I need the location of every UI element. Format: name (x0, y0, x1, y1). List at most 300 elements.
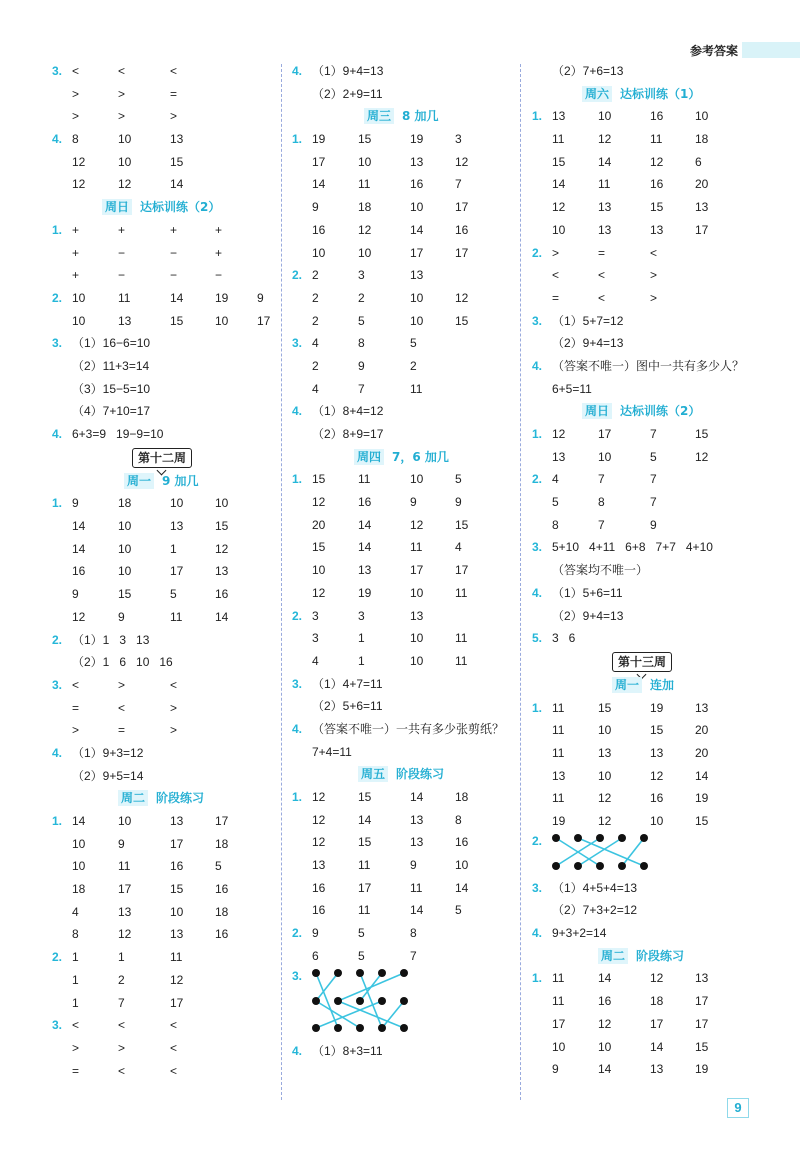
answer-row (292, 559, 517, 582)
section-title: 7，6 加几 (392, 449, 449, 464)
answer-cell: 10 (72, 859, 86, 874)
answer-text: （答案不唯一）图中一共有多少人？ (552, 358, 745, 373)
answer-row (52, 833, 277, 856)
answer-row (52, 151, 277, 174)
answer-cell: 1 (72, 950, 79, 965)
answer-cell: 12 (598, 1016, 612, 1031)
answer-cell: 4 (72, 904, 79, 919)
day-badge: 周二 (598, 948, 628, 964)
answer-cell: 15 (695, 1039, 709, 1054)
answer-cell: 14 (410, 790, 424, 804)
answer-cell: 9 (312, 926, 319, 941)
answer-line (532, 627, 757, 650)
answer-row (532, 697, 757, 720)
matching-dot (552, 834, 560, 842)
question-number: 2. (292, 926, 303, 941)
answer-cell: 7 (598, 517, 605, 532)
matching-dot (640, 862, 648, 870)
answer-row (292, 854, 517, 877)
answer-cell: 10 (170, 496, 184, 511)
answer-cell: 5 (410, 336, 417, 351)
answer-row (292, 582, 517, 605)
section-heading (532, 945, 757, 968)
answer-cell: < (170, 64, 178, 78)
answer-row (292, 831, 517, 854)
answer-cell: 11 (455, 631, 468, 646)
question-number: 5. (532, 631, 543, 646)
answer-row (52, 538, 277, 561)
answer-cell: 2 (118, 972, 125, 987)
answer-cell: 15 (170, 313, 184, 328)
matching-dot (400, 997, 408, 1005)
answer-cell: < (118, 1018, 126, 1033)
answer-cell: > (552, 245, 560, 260)
answer-row (292, 151, 517, 174)
answer-line (52, 400, 277, 423)
answer-cell: 4 (455, 540, 462, 555)
answer-cell: 17 (170, 995, 184, 1010)
answer-cell: 17 (598, 427, 612, 441)
answer-row (52, 264, 277, 287)
answer-row (532, 423, 757, 446)
answer-cell: 15 (598, 700, 612, 715)
answer-cell: 14 (170, 177, 184, 192)
section-heading (52, 196, 277, 219)
answer-cell: 18 (455, 790, 469, 804)
answer-cell: 10 (598, 768, 612, 783)
answer-cell: 18 (118, 496, 132, 511)
answer-cell: 18 (695, 132, 709, 147)
answer-line (532, 559, 757, 582)
answer-text: （2）9+4=13 (552, 608, 624, 623)
answer-cell: 11 (552, 791, 565, 806)
matching-line (338, 973, 404, 1001)
answer-line (532, 582, 757, 605)
answer-cell: 1 (358, 653, 365, 668)
matching-dot (640, 834, 648, 842)
week-label: 第十二周 (132, 448, 192, 468)
answer-cell: 13 (695, 700, 709, 715)
answer-text: （2）9+5=14 (72, 768, 144, 783)
question-number: 2. (532, 245, 543, 260)
answer-row (532, 1036, 757, 1059)
answer-cell: + (170, 222, 178, 237)
answer-cell: 9 (650, 517, 657, 532)
answer-row (292, 605, 517, 628)
answer-cell: 11 (650, 132, 663, 147)
section-title: 连加 (650, 677, 675, 692)
answer-row (52, 901, 277, 924)
answer-line (532, 877, 757, 900)
answer-cell: 14 (455, 880, 469, 895)
answer-cell: 14 (552, 177, 566, 192)
answer-row (292, 491, 517, 514)
answer-cell: 15 (455, 313, 469, 328)
answer-cell: 4 (552, 472, 559, 487)
answer-text: 7+4=11 (312, 744, 352, 759)
question-number: 2. (52, 290, 63, 305)
question-number: 3. (532, 540, 543, 555)
answer-row (292, 877, 517, 900)
answer-cell: 4 (312, 336, 319, 351)
day-badge: 周二 (118, 790, 148, 806)
answer-line (292, 673, 517, 696)
answer-cell: 3 (358, 268, 365, 283)
answer-cell: 17 (455, 200, 469, 215)
matching-line (316, 1001, 360, 1028)
answer-text: （答案均不唯一） (552, 563, 649, 578)
answer-line (292, 695, 517, 718)
answer-cell: 10 (118, 541, 132, 556)
answer-cell: 11 (455, 653, 468, 668)
answer-cell: 10 (410, 631, 424, 646)
answer-cell: 19 (410, 132, 424, 147)
answer-cell: 12 (170, 972, 184, 987)
answer-row (532, 742, 757, 765)
answer-cell: < (598, 290, 606, 305)
answer-cell: 20 (312, 517, 326, 532)
section-title: 阶段练习 (636, 948, 685, 963)
question-number: 4. (52, 132, 63, 147)
answer-cell: 4 (312, 653, 319, 668)
answer-cell: 17 (695, 222, 709, 237)
answer-text: （1）9+4=13 (312, 64, 384, 78)
answer-cell: > (72, 1040, 80, 1055)
answer-cell: 10 (72, 313, 86, 328)
question-number: 3. (292, 676, 303, 691)
answer-cell: 16 (650, 177, 664, 192)
answer-cell: 11 (170, 950, 183, 965)
answer-cell: 10 (312, 245, 326, 260)
answer-cell: 13 (552, 449, 566, 464)
answer-cell: > (118, 1040, 126, 1055)
answer-cell: = (118, 723, 126, 738)
answer-cell: < (72, 64, 80, 78)
answer-cell: 10 (410, 200, 424, 215)
answer-row (292, 514, 517, 537)
section-title: 达标训练（2） (620, 404, 701, 419)
answer-row (532, 173, 757, 196)
answer-cell: 10 (598, 449, 612, 464)
answer-cell: 14 (170, 290, 184, 305)
answer-cell: 9 (358, 358, 365, 373)
answer-cell: = (72, 700, 80, 715)
answer-line (292, 741, 517, 764)
dot-matching-answer (532, 833, 757, 877)
answer-cell: 17 (455, 245, 469, 260)
answer-cell: 19 (312, 132, 326, 147)
answer-cell: 13 (598, 200, 612, 215)
answer-line (292, 60, 517, 83)
answer-row (52, 992, 277, 1015)
answer-cell: 10 (695, 109, 709, 124)
answer-cell: 14 (410, 222, 424, 237)
answer-text: （1）16−6=10 (72, 336, 151, 351)
answer-text: （1）8+4=12 (312, 404, 384, 419)
answer-row (532, 105, 757, 128)
answer-cell: − (170, 245, 178, 260)
answer-cell: 14 (72, 519, 86, 534)
answer-line (52, 765, 277, 788)
answer-line (532, 922, 757, 945)
day-badge: 周日 (582, 403, 612, 419)
matching-dot (378, 969, 386, 977)
answer-cell: 12 (455, 154, 469, 169)
matching-dot (312, 1024, 320, 1032)
answer-cell: 6 (312, 948, 319, 963)
answer-cell: 17 (358, 880, 372, 895)
answer-row (292, 173, 517, 196)
answer-cell: 15 (170, 882, 184, 897)
question-number: 3. (532, 313, 543, 328)
answer-cell: 13 (410, 835, 424, 850)
answer-cell: + (215, 245, 223, 260)
answer-cell: > (650, 268, 658, 283)
answer-text: （2）5+6=11 (312, 699, 383, 714)
answer-cell: 12 (650, 154, 664, 169)
day-badge: 周日 (102, 199, 132, 215)
answer-cell: 13 (410, 268, 424, 283)
answer-cell: 10 (215, 496, 229, 511)
answer-line (292, 400, 517, 423)
answer-row (532, 287, 757, 310)
answer-cell: 12 (650, 768, 664, 783)
answer-row (52, 946, 277, 969)
answer-cell: 5 (455, 472, 462, 487)
answer-cell: 10 (170, 904, 184, 919)
matching-dot (334, 969, 342, 977)
answer-cell: 9 (312, 200, 319, 215)
answer-cell: 10 (598, 723, 612, 738)
answer-cell: 8 (358, 336, 365, 351)
answer-cell: 10 (118, 814, 132, 828)
answer-cell: 17 (410, 563, 424, 578)
answer-row (52, 878, 277, 901)
question-number: 3. (292, 336, 303, 351)
answer-row (52, 583, 277, 606)
section-title: 达标训练（2） (140, 200, 221, 215)
answer-text: （4）7+10=17 (72, 404, 151, 419)
answer-cell: 14 (598, 1062, 612, 1077)
answer-row (52, 560, 277, 583)
answer-cell: 12 (312, 495, 326, 510)
answer-cell: 13 (552, 109, 566, 124)
answer-row (532, 810, 757, 833)
answer-cell: 15 (312, 540, 326, 555)
matching-line (316, 973, 338, 1001)
answer-cell: 12 (650, 971, 664, 986)
answer-text: （2）1 6 10 16 (72, 655, 173, 670)
answer-cell: 5 (650, 449, 657, 464)
matching-dot (400, 969, 408, 977)
section-heading (292, 446, 517, 469)
answer-cell: 19 (552, 814, 566, 828)
section-heading (52, 470, 277, 493)
answer-cell: 13 (170, 814, 184, 828)
answer-row (52, 697, 277, 720)
answer-row (292, 264, 517, 287)
answer-row (532, 491, 757, 514)
answer-row (292, 650, 517, 673)
answer-cell: 13 (170, 519, 184, 534)
answer-row (292, 468, 517, 491)
answer-cell: 5 (358, 313, 365, 328)
answer-cell: 11 (552, 700, 565, 715)
answer-cell: + (215, 222, 223, 237)
answer-row (292, 809, 517, 832)
answer-cell: 15 (358, 132, 372, 147)
answer-cell: 15 (358, 835, 372, 850)
answer-row (52, 719, 277, 742)
answer-cell: 10 (358, 154, 372, 169)
answer-cell: < (170, 1040, 178, 1055)
answer-row (52, 83, 277, 106)
answer-cell: 10 (72, 836, 86, 851)
answer-cell: > (650, 290, 658, 305)
answer-row (292, 627, 517, 650)
answer-cell: 2 (312, 268, 319, 283)
answer-row (292, 242, 517, 265)
answer-cell: < (598, 268, 606, 283)
answer-cell: 15 (215, 519, 229, 534)
answer-row (52, 242, 277, 265)
question-number: 1. (52, 496, 63, 511)
answer-cell: 18 (650, 994, 664, 1009)
day-badge: 周六 (582, 86, 612, 102)
answer-text: （3）15−5=10 (72, 381, 151, 396)
answer-cell: 10 (410, 585, 424, 600)
answer-cell: 17 (650, 1016, 664, 1031)
answer-cell: < (118, 700, 126, 715)
answer-cell: 12 (72, 154, 86, 169)
answer-text: （2）7+6=13 (552, 64, 624, 78)
answer-cell: 17 (215, 814, 229, 828)
answer-row (532, 719, 757, 742)
answer-cell: 16 (312, 903, 326, 918)
answer-cell: 13 (312, 858, 326, 873)
answer-cell: 3 (455, 132, 462, 147)
answer-cell: 17 (170, 564, 184, 579)
answer-line (52, 629, 277, 652)
answer-cell: < (72, 1018, 80, 1033)
answer-row (532, 242, 757, 265)
answer-cell: 2 (312, 358, 319, 373)
answer-cell: 15 (455, 517, 469, 532)
answer-row (532, 219, 757, 242)
answer-row (52, 219, 277, 242)
answer-cell: 19 (695, 791, 709, 806)
answer-cell: 16 (72, 564, 86, 579)
answer-row (52, 810, 277, 833)
answer-row (532, 264, 757, 287)
day-badge: 周三 (364, 108, 394, 124)
answer-text: （2）8+9=17 (312, 427, 384, 441)
answer-row (52, 128, 277, 151)
answer-cell: 5 (455, 903, 462, 918)
header-band (742, 42, 800, 58)
answer-cell: 14 (358, 540, 372, 555)
answer-row (292, 219, 517, 242)
question-number: 3. (52, 677, 63, 692)
answer-cell: 11 (410, 880, 423, 895)
answer-row (52, 606, 277, 629)
answer-row (532, 196, 757, 219)
week-label: 第十三周 (612, 652, 672, 672)
answer-cell: 17 (312, 154, 326, 169)
question-number: 1. (292, 472, 303, 487)
week-heading (532, 650, 757, 674)
matching-dot (552, 862, 560, 870)
answer-cell: 17 (170, 836, 184, 851)
answer-cell: − (118, 245, 126, 260)
question-number: 4. (292, 721, 303, 736)
answer-text: 5+10 4+11 6+8 7+7 4+10 (552, 540, 713, 555)
matching-dot (596, 862, 604, 870)
answer-cell: 13 (650, 745, 664, 760)
answer-cell: 14 (598, 971, 612, 986)
matching-dot (334, 997, 342, 1005)
question-number: 1. (52, 814, 63, 828)
answer-row (292, 128, 517, 151)
answer-cell: 17 (118, 882, 132, 897)
answer-cell: 14 (650, 1039, 664, 1054)
answer-cell: 11 (358, 177, 371, 192)
answer-cell: 14 (72, 541, 86, 556)
answer-cell: 10 (552, 1039, 566, 1054)
answer-cell: 11 (358, 472, 371, 487)
answer-cell: = (72, 1063, 80, 1078)
answer-cell: 14 (72, 814, 86, 828)
answer-cell: 9 (257, 290, 264, 305)
answer-cell: 16 (358, 495, 372, 510)
answer-cell: 6 (695, 154, 702, 169)
question-number: 2. (292, 608, 303, 623)
answer-text: （1）8+3=11 (312, 1043, 383, 1058)
answer-cell: 3 (312, 608, 319, 623)
answer-cell: 15 (170, 154, 184, 169)
answer-cell: 10 (410, 290, 424, 305)
answer-cell: 16 (650, 791, 664, 806)
answer-cell: 12 (118, 927, 132, 942)
answer-cell: 15 (695, 814, 709, 828)
matching-dot (596, 834, 604, 842)
answer-cell: 10 (598, 1039, 612, 1054)
answer-cell: 10 (410, 472, 424, 487)
matching-dot (400, 1024, 408, 1032)
answer-cell: 13 (650, 1062, 664, 1077)
matching-dot (356, 1024, 364, 1032)
matching-diagram (552, 833, 662, 873)
answer-cell: > (72, 86, 80, 101)
answer-line (292, 718, 517, 741)
answer-cell: 9 (410, 495, 417, 510)
answer-cell: 2 (312, 290, 319, 305)
answer-line (532, 378, 757, 401)
answer-cell: 8 (552, 517, 559, 532)
answer-cell: < (72, 677, 80, 692)
answer-cell: 15 (312, 472, 326, 487)
question-number: 1. (532, 700, 543, 715)
answer-cell: 5 (358, 948, 365, 963)
answer-cell: < (118, 1063, 126, 1078)
section-title: 阶段练习 (156, 791, 205, 806)
answer-cell: − (215, 268, 223, 283)
answer-cell: 17 (410, 245, 424, 260)
answer-line (292, 83, 517, 106)
answer-row (532, 990, 757, 1013)
answer-cell: 2 (410, 358, 417, 373)
answer-row (52, 1037, 277, 1060)
